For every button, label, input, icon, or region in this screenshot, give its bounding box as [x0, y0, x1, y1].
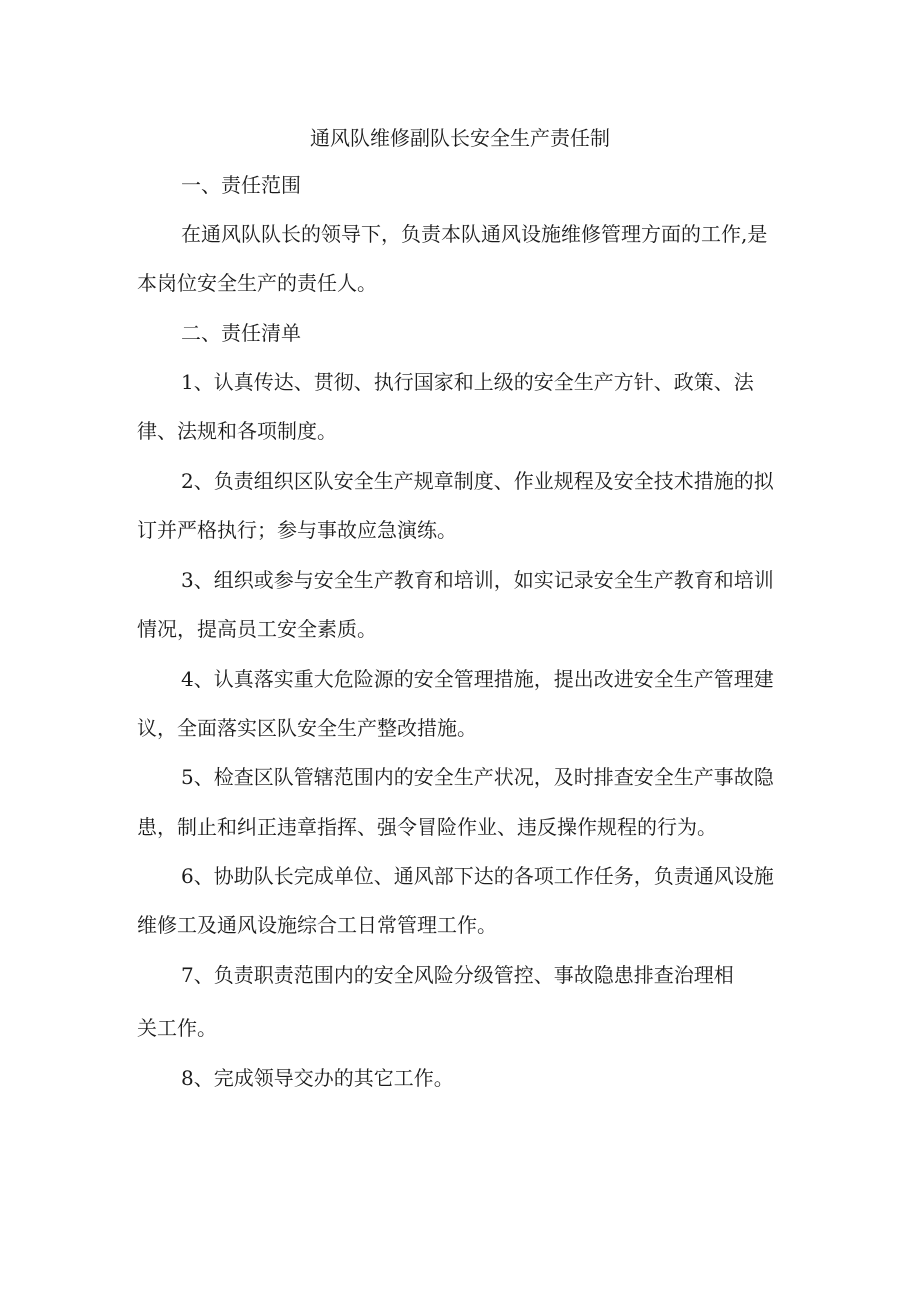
scope-paragraph-line-1: 在通风队队长的领导下，负责本队通风设施维修管理方面的工作,是: [181, 222, 768, 246]
list-item-6-line-2: 维修工及通风设施综合工日常管理工作。: [137, 913, 497, 937]
list-item-3-line-1: 3、组织或参与安全生产教育和培训，如实记录安全生产教育和培训: [181, 568, 774, 592]
scope-paragraph-line-2: 本岗位安全生产的责任人。: [137, 271, 377, 295]
list-item-1-line-2: 律、法规和各项制度。: [137, 419, 337, 443]
section-heading-scope: 一、责任范围: [181, 173, 301, 197]
document-title: 通风队维修副队长安全生产责任制: [310, 126, 610, 150]
list-item-2-line-1: 2、负责组织区队安全生产规章制度、作业规程及安全技术措施的拟: [181, 469, 774, 493]
list-item-5-line-2: 患，制止和纠正违章指挥、强令冒险作业、违反操作规程的行为。: [137, 815, 717, 839]
list-item-6-line-1: 6、协助队长完成单位、通风部下达的各项工作任务，负责通风设施: [181, 864, 774, 888]
list-item-3-line-2: 情况，提高员工安全素质。: [137, 617, 377, 641]
list-item-8-line-1: 8、完成领导交办的其它工作。: [181, 1066, 454, 1090]
list-item-4-line-1: 4、认真落实重大危险源的安全管理措施，提出改进安全生产管理建: [181, 667, 774, 691]
list-item-7-line-2: 关工作。: [137, 1016, 217, 1040]
list-item-2-line-2: 订并严格执行；参与事故应急演练。: [137, 518, 457, 542]
list-item-7-line-1: 7、负责职责范围内的安全风险分级管控、事故隐患排查治理相: [181, 963, 734, 987]
section-heading-list: 二、责任清单: [181, 321, 301, 345]
list-item-5-line-1: 5、检查区队管辖范围内的安全生产状况，及时排查安全生产事故隐: [181, 765, 774, 789]
list-item-4-line-2: 议，全面落实区队安全生产整改措施。: [137, 716, 477, 740]
list-item-1-line-1: 1、认真传达、贯彻、执行国家和上级的安全生产方针、政策、法: [181, 370, 754, 394]
